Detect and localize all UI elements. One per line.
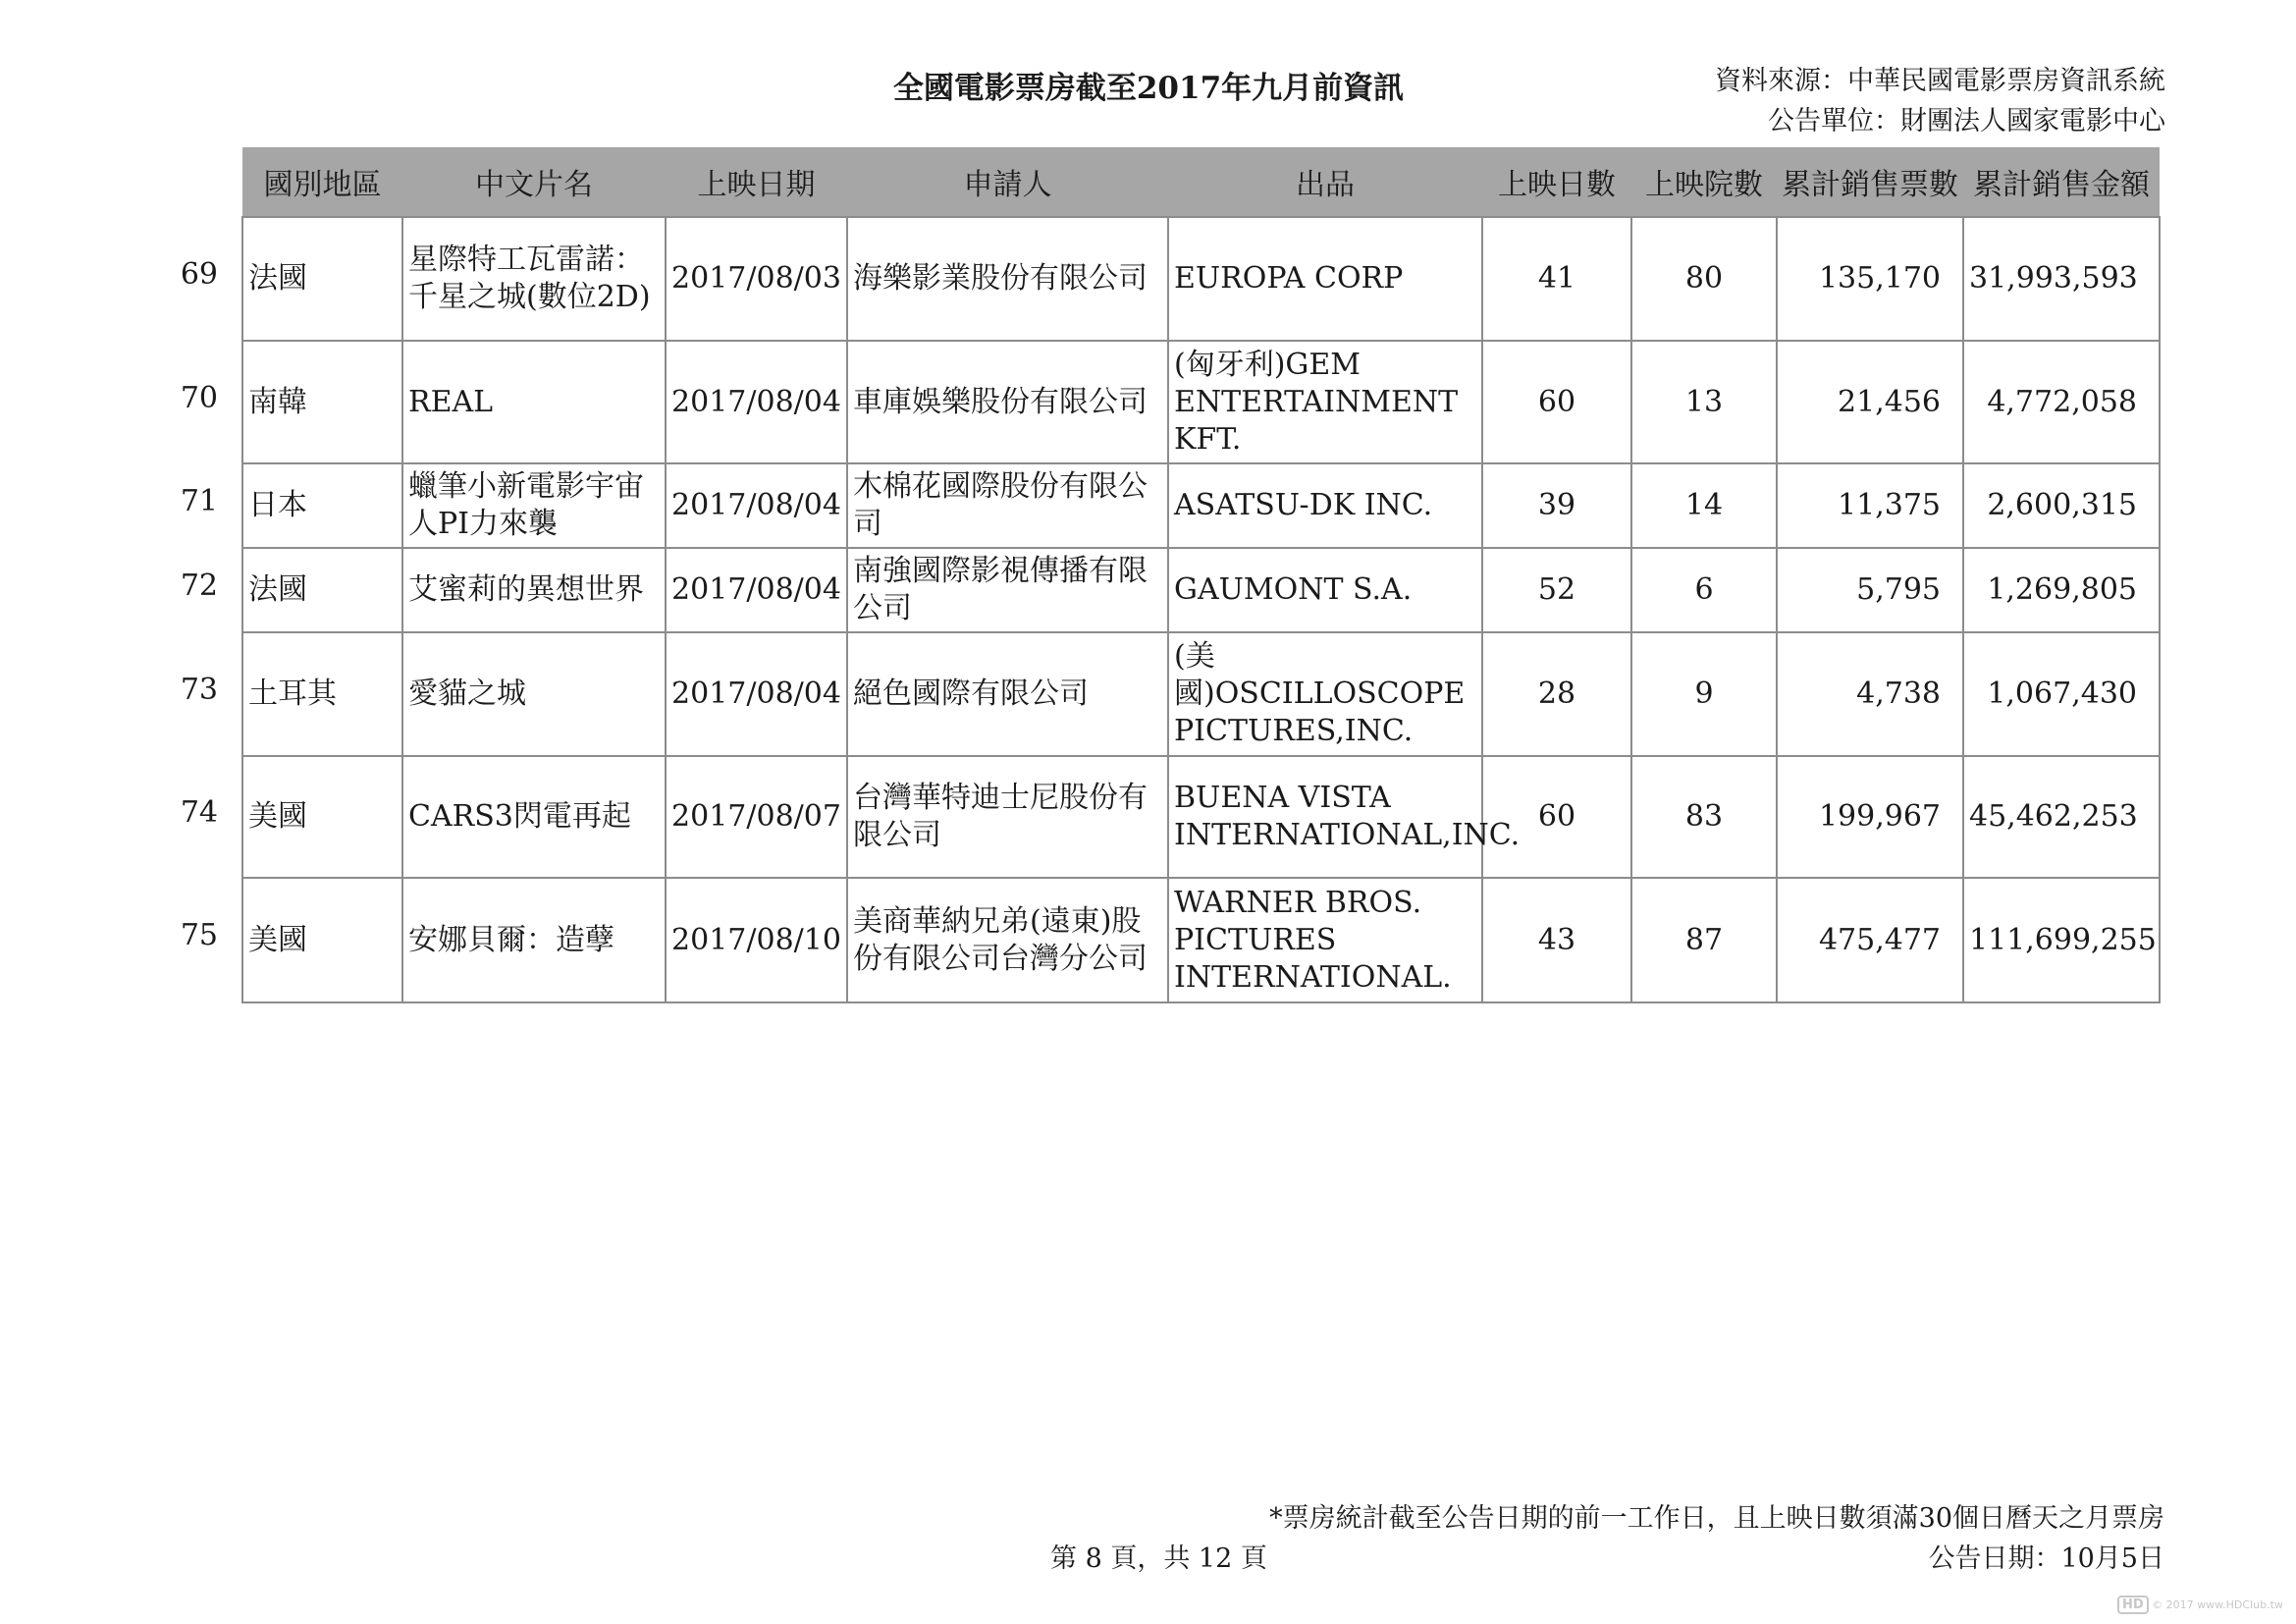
column-header: 中文片名 bbox=[402, 147, 666, 217]
page-number: 第 8 頁，共 12 頁 bbox=[1050, 1543, 1267, 1574]
date-cell: 2017/08/04 bbox=[666, 341, 847, 463]
date-cell: 2017/08/04 bbox=[666, 632, 847, 756]
table-row bbox=[242, 341, 2160, 463]
title-cell: 艾蜜莉的異想世界 bbox=[402, 548, 666, 632]
row-number: 74 bbox=[180, 795, 218, 830]
producer-cell: ASATSU-DK INC. bbox=[1168, 463, 1482, 548]
theaters-cell: 83 bbox=[1631, 756, 1777, 878]
source-line: 資料來源：中華民國電影票房資訊系統 bbox=[1715, 66, 2165, 96]
applicant-cell: 車庫娛樂股份有限公司 bbox=[847, 341, 1168, 463]
footer-info bbox=[1269, 1498, 2164, 1579]
footnote: *票房統計截至公告日期的前一工作日，且上映日數須滿30個日曆天之月票房 bbox=[1269, 1503, 2164, 1534]
table-row bbox=[242, 632, 2160, 756]
producer-cell: (匈牙利)GEM ENTERTAINMENT KFT. bbox=[1168, 341, 1482, 463]
theaters-cell: 13 bbox=[1631, 341, 1777, 463]
column-header: 累計銷售金額 bbox=[1963, 147, 2160, 217]
tickets-cell: 4,738 bbox=[1777, 632, 1963, 756]
amount-cell: 4,772,058 bbox=[1963, 341, 2160, 463]
publisher-line: 公告單位：財團法人國家電影中心 bbox=[1768, 106, 2165, 136]
table-row bbox=[242, 878, 2160, 1002]
amount-cell: 1,269,805 bbox=[1963, 548, 2160, 632]
title-cell: 愛貓之城 bbox=[402, 632, 666, 756]
row-number: 71 bbox=[180, 484, 218, 518]
page-title: 全國電影票房截至2017年九月前資訊 bbox=[892, 71, 1405, 106]
producer-cell: EUROPA CORP bbox=[1168, 217, 1482, 341]
tickets-cell: 21,456 bbox=[1777, 341, 1963, 463]
tickets-cell: 199,967 bbox=[1777, 756, 1963, 878]
table-row bbox=[242, 756, 2160, 878]
title-cell: REAL bbox=[402, 341, 666, 463]
producer-cell: GAUMONT S.A. bbox=[1168, 548, 1482, 632]
amount-cell: 31,993,593 bbox=[1963, 217, 2160, 341]
title-cell: CARS3閃電再起 bbox=[402, 756, 666, 878]
country-cell: 日本 bbox=[242, 463, 402, 548]
date-cell: 2017/08/03 bbox=[666, 217, 847, 341]
date-cell: 2017/08/07 bbox=[666, 756, 847, 878]
theaters-cell: 9 bbox=[1631, 632, 1777, 756]
theaters-cell: 14 bbox=[1631, 463, 1777, 548]
days-cell: 60 bbox=[1482, 341, 1631, 463]
announcement-date: 公告日期：10月5日 bbox=[1928, 1543, 2164, 1574]
amount-cell: 111,699,255 bbox=[1963, 878, 2160, 1002]
row-number: 75 bbox=[180, 918, 218, 952]
watermark bbox=[2117, 1596, 2283, 1614]
days-cell: 60 bbox=[1482, 756, 1631, 878]
watermark-logo: HD bbox=[2117, 1596, 2149, 1614]
column-header: 上映院數 bbox=[1631, 147, 1777, 217]
applicant-cell: 海樂影業股份有限公司 bbox=[847, 217, 1168, 341]
date-cell: 2017/08/10 bbox=[666, 878, 847, 1002]
column-header: 出品 bbox=[1168, 147, 1482, 217]
producer-cell: BUENA VISTA INTERNATIONAL,INC. bbox=[1168, 756, 1482, 878]
source-info bbox=[1715, 61, 2165, 141]
country-cell: 美國 bbox=[242, 878, 402, 1002]
days-cell: 43 bbox=[1482, 878, 1631, 1002]
title-cell: 安娜貝爾：造孽 bbox=[402, 878, 666, 1002]
theaters-cell: 87 bbox=[1631, 878, 1777, 1002]
amount-cell: 45,462,253 bbox=[1963, 756, 2160, 878]
country-cell: 美國 bbox=[242, 756, 402, 878]
tickets-cell: 5,795 bbox=[1777, 548, 1963, 632]
country-cell: 南韓 bbox=[242, 341, 402, 463]
row-number: 73 bbox=[180, 673, 218, 707]
applicant-cell: 台灣華特迪士尼股份有限公司 bbox=[847, 756, 1168, 878]
applicant-cell: 絕色國際有限公司 bbox=[847, 632, 1168, 756]
title-cell: 星際特工瓦雷諾：千星之城(數位2D) bbox=[402, 217, 666, 341]
tickets-cell: 11,375 bbox=[1777, 463, 1963, 548]
row-number: 70 bbox=[180, 381, 218, 415]
date-cell: 2017/08/04 bbox=[666, 548, 847, 632]
watermark-text: © 2017 www.HDClub.tw bbox=[2152, 1598, 2283, 1611]
producer-cell: WARNER BROS. PICTURES INTERNATIONAL. bbox=[1168, 878, 1482, 1002]
theaters-cell: 6 bbox=[1631, 548, 1777, 632]
column-header: 上映日數 bbox=[1482, 147, 1631, 217]
days-cell: 41 bbox=[1482, 217, 1631, 341]
column-header: 申請人 bbox=[847, 147, 1168, 217]
tickets-cell: 475,477 bbox=[1777, 878, 1963, 1002]
date-cell: 2017/08/04 bbox=[666, 463, 847, 548]
days-cell: 39 bbox=[1482, 463, 1631, 548]
column-header: 累計銷售票數 bbox=[1777, 147, 1963, 217]
theaters-cell: 80 bbox=[1631, 217, 1777, 341]
table-header-row bbox=[242, 147, 2160, 217]
table-row bbox=[242, 548, 2160, 632]
applicant-cell: 南強國際影視傳播有限公司 bbox=[847, 548, 1168, 632]
table-row bbox=[242, 463, 2160, 548]
row-number: 69 bbox=[180, 257, 218, 292]
column-header: 上映日期 bbox=[666, 147, 847, 217]
table-row bbox=[242, 217, 2160, 341]
producer-cell: (美國)OSCILLOSCOPE PICTURES,INC. bbox=[1168, 632, 1482, 756]
column-header: 國別地區 bbox=[242, 147, 402, 217]
country-cell: 法國 bbox=[242, 217, 402, 341]
title-cell: 蠟筆小新電影宇宙人PI力來襲 bbox=[402, 463, 666, 548]
applicant-cell: 木棉花國際股份有限公司 bbox=[847, 463, 1168, 548]
row-number: 72 bbox=[180, 568, 218, 603]
box-office-table bbox=[241, 147, 2161, 1003]
country-cell: 土耳其 bbox=[242, 632, 402, 756]
amount-cell: 2,600,315 bbox=[1963, 463, 2160, 548]
applicant-cell: 美商華納兄弟(遠東)股份有限公司台灣分公司 bbox=[847, 878, 1168, 1002]
amount-cell: 1,067,430 bbox=[1963, 632, 2160, 756]
days-cell: 28 bbox=[1482, 632, 1631, 756]
days-cell: 52 bbox=[1482, 548, 1631, 632]
country-cell: 法國 bbox=[242, 548, 402, 632]
tickets-cell: 135,170 bbox=[1777, 217, 1963, 341]
